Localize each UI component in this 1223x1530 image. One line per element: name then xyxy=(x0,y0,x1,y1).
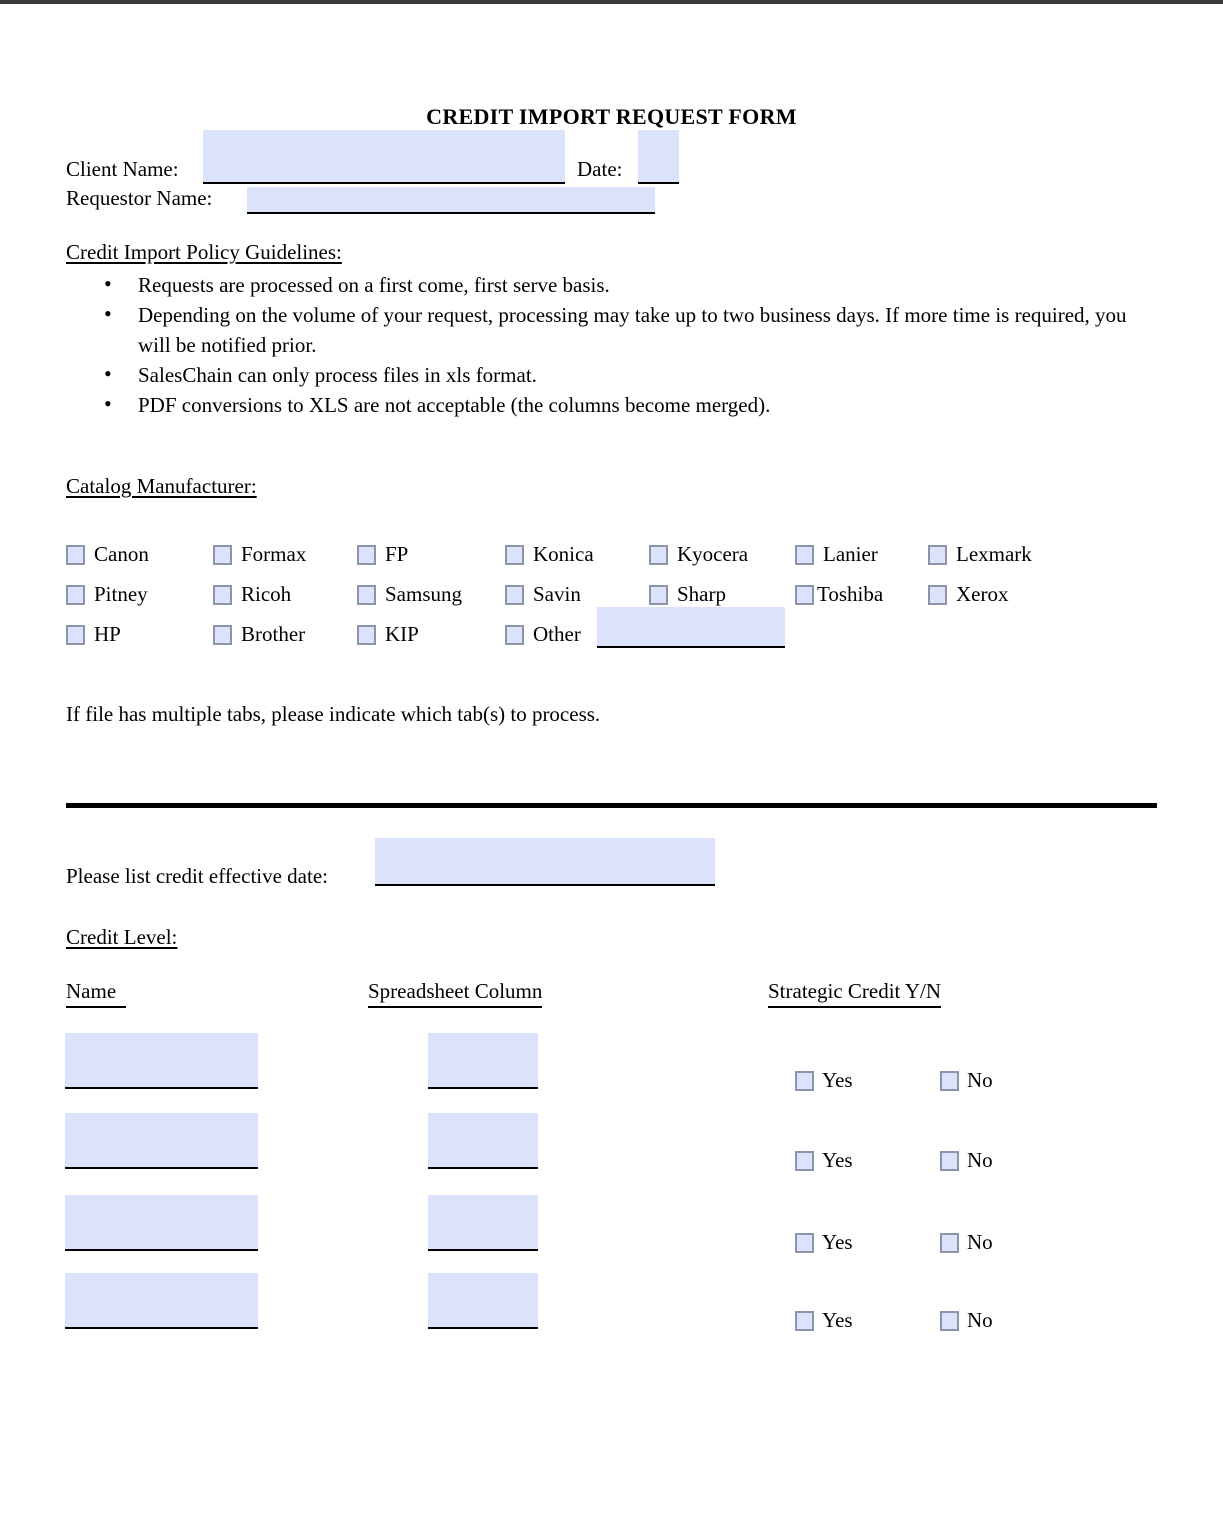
page-title: CREDIT IMPORT REQUEST FORM xyxy=(426,104,797,129)
credit-row-4-yes-option[interactable] xyxy=(795,1308,853,1333)
section-divider xyxy=(66,803,1157,808)
manufacturer-checkbox-sharp[interactable] xyxy=(649,582,726,607)
no-label: No xyxy=(967,1308,993,1332)
policy-bullet: • Depending on the volume of your request, processing may take up to two business days. If more time is required, you will be notified prior. xyxy=(99,300,1134,360)
no-checkbox-icon[interactable] xyxy=(940,1311,959,1331)
manufacturer-checkbox-other[interactable] xyxy=(505,622,581,647)
manufacturer-checkbox-brother[interactable] xyxy=(213,622,305,647)
client-name-input[interactable] xyxy=(203,130,565,184)
catalog-manufacturer-heading: Catalog Manufacturer: xyxy=(66,474,257,498)
manufacturer-checkbox-savin[interactable] xyxy=(505,582,581,607)
requestor-name-label: Requestor Name: xyxy=(66,186,213,210)
yes-checkbox-icon[interactable] xyxy=(795,1151,814,1171)
credit-row-3-no-option[interactable] xyxy=(940,1230,993,1255)
manufacturer-checkbox-ricoh[interactable] xyxy=(213,582,291,607)
manufacturer-label: Other xyxy=(533,622,581,646)
no-label: No xyxy=(967,1230,993,1254)
yes-label: Yes xyxy=(822,1068,853,1092)
effective-date-input[interactable] xyxy=(375,838,715,886)
date-label: Date: xyxy=(577,157,623,181)
yes-label: Yes xyxy=(822,1230,853,1254)
manufacturer-checkbox-fp[interactable] xyxy=(357,542,408,567)
date-input[interactable] xyxy=(638,130,679,184)
manufacturer-checkbox-kyocera[interactable] xyxy=(649,542,748,567)
checkbox-icon[interactable] xyxy=(66,585,85,605)
credit-row-4-name-input[interactable] xyxy=(65,1273,258,1329)
yes-label: Yes xyxy=(822,1308,853,1332)
manufacturer-label: Formax xyxy=(241,542,307,566)
credit-row-1-no-option[interactable] xyxy=(940,1068,993,1093)
no-checkbox-icon[interactable] xyxy=(940,1233,959,1253)
no-label: No xyxy=(967,1068,993,1092)
manufacturer-label: Lanier xyxy=(823,542,878,566)
credit-row-2-yes-option[interactable] xyxy=(795,1148,853,1173)
manufacturer-checkbox-lanier[interactable] xyxy=(795,542,878,567)
manufacturer-checkbox-lexmark[interactable] xyxy=(928,542,1032,567)
manufacturer-label: Pitney xyxy=(94,582,148,606)
credit-row-3-name-input[interactable] xyxy=(65,1195,258,1251)
manufacturer-label: Konica xyxy=(533,542,594,566)
manufacturer-checkbox-kip[interactable] xyxy=(357,622,419,647)
manufacturer-label: FP xyxy=(385,542,409,566)
no-checkbox-icon[interactable] xyxy=(940,1071,959,1091)
checkbox-icon[interactable] xyxy=(505,625,524,645)
policy-bullet: • SalesChain can only process files in xls format. xyxy=(99,360,1134,390)
checkbox-icon[interactable] xyxy=(357,585,376,605)
manufacturer-checkbox-canon[interactable] xyxy=(66,542,149,567)
checkbox-icon[interactable] xyxy=(66,545,85,565)
checkbox-icon[interactable] xyxy=(66,625,85,645)
checkbox-icon[interactable] xyxy=(357,545,376,565)
manufacturer-label: Canon xyxy=(94,542,149,566)
credit-row-2-spreadsheet-input[interactable] xyxy=(428,1113,538,1169)
multiple-tabs-note: If file has multiple tabs, please indicate which tab(s) to process. xyxy=(66,702,601,726)
credit-level-heading: Credit Level: xyxy=(66,925,178,949)
credit-row-1-spreadsheet-input[interactable] xyxy=(428,1033,538,1089)
policy-guidelines-list xyxy=(99,270,1134,420)
policy-bullet: • Requests are processed on a first come, first serve basis. xyxy=(99,270,1134,300)
manufacturer-label: Toshiba xyxy=(817,582,884,606)
credit-row-1-name-input[interactable] xyxy=(65,1033,258,1089)
credit-row-4-spreadsheet-input[interactable] xyxy=(428,1273,538,1329)
checkbox-icon[interactable] xyxy=(649,545,668,565)
credit-row-3-yes-option[interactable] xyxy=(795,1230,853,1255)
yes-label: Yes xyxy=(822,1148,853,1172)
checkbox-icon[interactable] xyxy=(928,545,947,565)
credit-row-1-yes-option[interactable] xyxy=(795,1068,853,1093)
credit-row-2-no-option[interactable] xyxy=(940,1148,993,1173)
policy-guidelines-heading: Credit Import Policy Guidelines: xyxy=(66,240,342,264)
checkbox-icon[interactable] xyxy=(795,545,814,565)
manufacturer-label: KIP xyxy=(385,622,419,646)
checkbox-icon[interactable] xyxy=(213,545,232,565)
manufacturer-checkbox-formax[interactable] xyxy=(213,542,306,567)
manufacturer-checkbox-konica[interactable] xyxy=(505,542,594,567)
column-header-strategic-credit: Strategic Credit Y/N xyxy=(768,979,941,1008)
checkbox-icon[interactable] xyxy=(505,585,524,605)
manufacturer-checkbox-pitney[interactable] xyxy=(66,582,148,607)
manufacturer-label: Lexmark xyxy=(956,542,1032,566)
yes-checkbox-icon[interactable] xyxy=(795,1311,814,1331)
policy-bullet: • PDF conversions to XLS are not acceptable (the columns become merged). xyxy=(99,390,1134,420)
no-label: No xyxy=(967,1148,993,1172)
credit-row-2-name-input[interactable] xyxy=(65,1113,258,1169)
credit-row-4-no-option[interactable] xyxy=(940,1308,993,1333)
checkbox-icon[interactable] xyxy=(795,585,814,605)
manufacturer-label: Samsung xyxy=(385,582,463,606)
checkbox-icon[interactable] xyxy=(357,625,376,645)
client-name-label: Client Name: xyxy=(66,157,179,181)
credit-row-3-spreadsheet-input[interactable] xyxy=(428,1195,538,1251)
requestor-name-input[interactable] xyxy=(247,187,655,214)
column-header-name: Name xyxy=(66,979,126,1008)
window-top-edge xyxy=(0,0,1223,4)
manufacturer-checkbox-xerox[interactable] xyxy=(928,582,1008,607)
manufacturer-checkbox-samsung[interactable] xyxy=(357,582,462,607)
manufacturer-checkbox-toshiba[interactable] xyxy=(795,582,883,607)
manufacturer-checkbox-hp[interactable] xyxy=(66,622,121,647)
checkbox-icon[interactable] xyxy=(928,585,947,605)
yes-checkbox-icon[interactable] xyxy=(795,1071,814,1091)
manufacturer-label: Kyocera xyxy=(677,542,749,566)
yes-checkbox-icon[interactable] xyxy=(795,1233,814,1253)
checkbox-icon[interactable] xyxy=(505,545,524,565)
other-manufacturer-input[interactable] xyxy=(597,607,785,648)
manufacturer-label: Xerox xyxy=(956,582,1009,606)
checkbox-icon[interactable] xyxy=(649,585,668,605)
column-header-spreadsheet-column: Spreadsheet Column xyxy=(368,979,542,1008)
manufacturer-label: Sharp xyxy=(677,582,726,606)
manufacturer-label: Brother xyxy=(241,622,306,646)
checkbox-icon[interactable] xyxy=(213,585,232,605)
manufacturer-label: Savin xyxy=(533,582,581,606)
effective-date-label: Please list credit effective date: xyxy=(66,864,328,888)
checkbox-icon[interactable] xyxy=(213,625,232,645)
manufacturer-label: Ricoh xyxy=(241,582,292,606)
manufacturer-label: HP xyxy=(94,622,121,646)
no-checkbox-icon[interactable] xyxy=(940,1151,959,1171)
